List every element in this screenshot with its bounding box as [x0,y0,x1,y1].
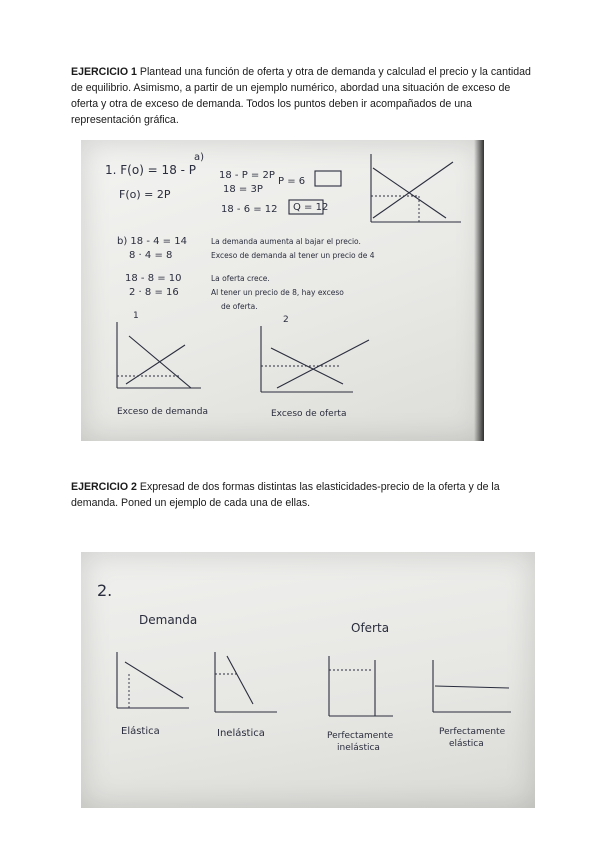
inelastic-demand-graph [215,652,277,712]
exercise-2-sketch [81,552,535,808]
exercise-2-text: Expresad de dos formas distintas las elasticidades-precio de la oferta y de la demanda. Poned un ejemplo de cada una de ellas. [71,481,500,509]
equilibrium-graph [371,154,461,222]
eq-line-1: 1. F(o) = 18 - P [105,163,197,177]
exercise-1-label: EJERCICIO 1 [71,66,137,78]
supply-heading: Oferta [351,621,390,635]
part-a-line-2: 18 = 3P [223,184,263,195]
demand-heading: Demanda [139,613,198,627]
exercise-1-handwritten-photo [81,140,484,441]
exercise-2-number: 2. [97,581,113,600]
part-a-line-3: P = 6 [278,176,306,187]
part-a-line-4: 18 - 6 = 12 [221,204,278,215]
part-a-label: a) [194,152,205,163]
perfectly-elastic-caption-1: Perfectamente [439,727,506,737]
perfectly-elastic-caption-2: elástica [449,739,484,749]
note-line-2: Exceso de demanda al tener un precio de 4 [211,251,375,260]
excess-supply-graph [261,315,369,392]
graph-2-number: 2 [283,315,289,325]
perfectly-elastic-supply-graph [433,660,511,712]
exercise-2-statement [71,479,533,511]
exercise-1-statement [71,64,533,128]
elastic-demand-graph [117,652,189,708]
eq-line-2: F(o) = 2P [119,188,171,201]
inelastic-caption: Inelástica [217,728,265,739]
part-b-line-2: 8 · 4 = 8 [129,250,173,261]
note-line-3: La oferta crece. [211,274,270,283]
note-line-4: Al tener un precio de 8, hay exceso [211,288,344,297]
graph-1-number: 1 [133,311,139,321]
note-line-1: La demanda aumenta al bajar el precio. [211,237,361,246]
part-b-line-3: 18 - 8 = 10 [125,273,182,284]
perfectly-inelastic-caption-2: inelástica [337,743,380,753]
note-line-5: de oferta. [221,302,258,311]
graph-2-caption: Exceso de oferta [271,409,347,419]
part-a-line-5: Q = 12 [293,202,329,213]
graph-1-caption: Exceso de demanda [117,407,208,417]
perfectly-inelastic-supply-graph [329,656,393,716]
photo-shadow-edge [474,140,484,441]
elastic-caption: Elástica [121,726,160,737]
part-b-line-1: b) 18 - 4 = 14 [117,236,187,247]
exercise-2-handwritten-photo [81,552,535,808]
exercise-1-text: Plantead una función de oferta y otra de demanda y calculad el precio y la cantidad de equilibrio. Asimismo, a partir de un ejemplo numérico, abordad una situación de exceso de oferta y otra de exceso de demanda. Todos los puntos deben ir acompañados de una representación gráfica. [71,66,531,126]
perfectly-inelastic-caption-1: Perfectamente [327,731,394,741]
excess-demand-graph [117,311,201,388]
exercise-1-sketch [81,140,484,441]
price-box [315,171,341,186]
exercise-2-label: EJERCICIO 2 [71,481,137,493]
part-a-line-1: 18 - P = 2P [219,170,275,181]
part-b-line-4: 2 · 8 = 16 [129,287,179,298]
